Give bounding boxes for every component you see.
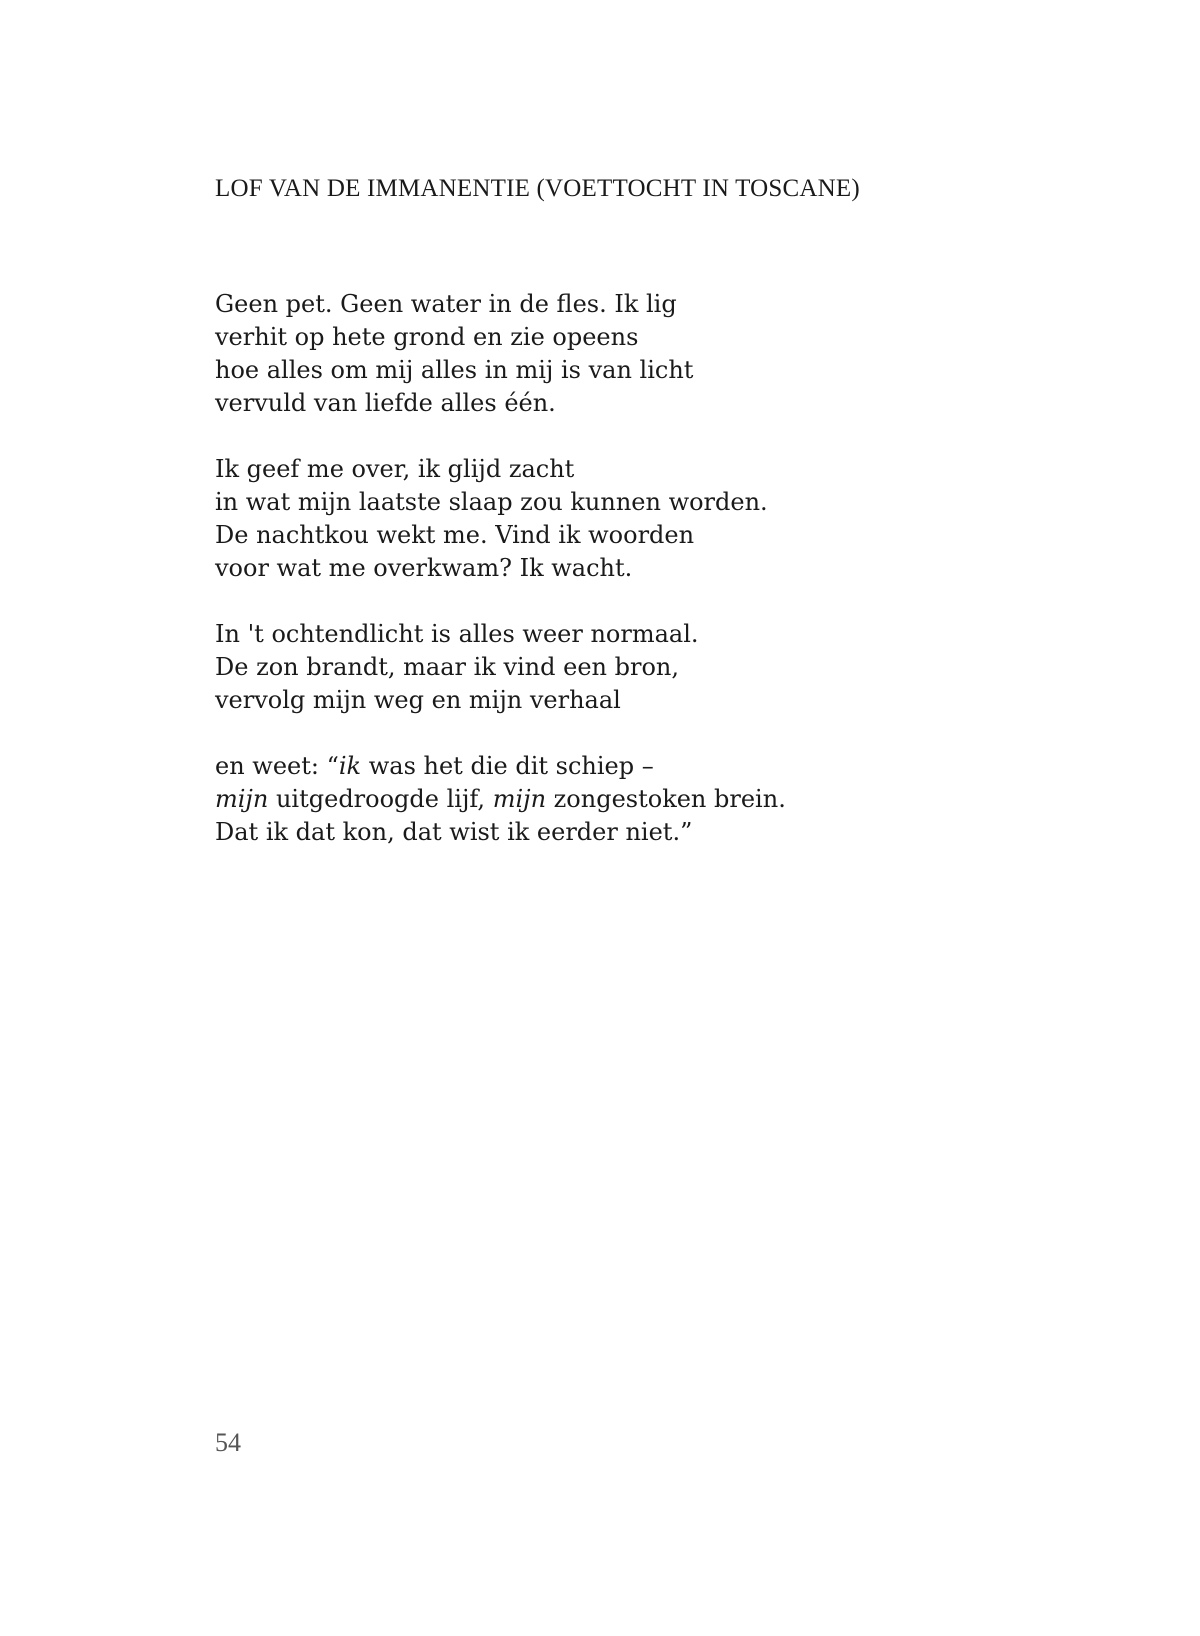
poem-line: De zon brandt, maar ik vind een bron,	[215, 653, 679, 681]
poem-line: Ik geef me over, ik glijd zacht	[215, 455, 575, 483]
poem-line: vervolg mijn weg en mijn verhaal	[215, 686, 621, 714]
emphasized-word: ik	[338, 752, 362, 780]
stanza	[215, 288, 1115, 420]
poem-title: LOF VAN DE IMMANENTIE (VOETTOCHT IN TOSCANE)	[215, 175, 860, 202]
line-segment: was het die dit schiep –	[361, 752, 654, 780]
stanza	[215, 750, 1115, 849]
page-number: 54	[215, 1428, 241, 1457]
poem-line: in wat mijn laatste slaap zou kunnen worden.	[215, 488, 768, 516]
poem-line: In 't ochtendlicht is alles weer normaal.	[215, 620, 699, 648]
emphasized-word: mijn	[492, 785, 547, 813]
poem-body	[215, 288, 1115, 882]
line-segment: uitgedroogde lijf,	[268, 785, 493, 813]
poem-line: Dat ik dat kon, dat wist ik eerder niet.”	[215, 818, 693, 846]
poem-line	[215, 783, 1115, 816]
poem-line: hoe alles om mij alles in mij is van licht	[215, 356, 694, 384]
poem-line: vervuld van liefde alles één.	[215, 389, 556, 417]
line-segment: zongestoken brein.	[546, 785, 786, 813]
stanza	[215, 618, 1115, 717]
stanza	[215, 453, 1115, 585]
poem-line	[215, 750, 1115, 783]
poem-line: De nachtkou wekt me. Vind ik woorden	[215, 521, 695, 549]
line-segment: en weet: “	[215, 752, 339, 780]
poem-line: Geen pet. Geen water in de fles. Ik lig	[215, 290, 677, 318]
poem-line: voor wat me overkwam? Ik wacht.	[215, 554, 633, 582]
poem-line: verhit op hete grond en zie opeens	[215, 323, 639, 351]
emphasized-word: mijn	[215, 785, 269, 813]
